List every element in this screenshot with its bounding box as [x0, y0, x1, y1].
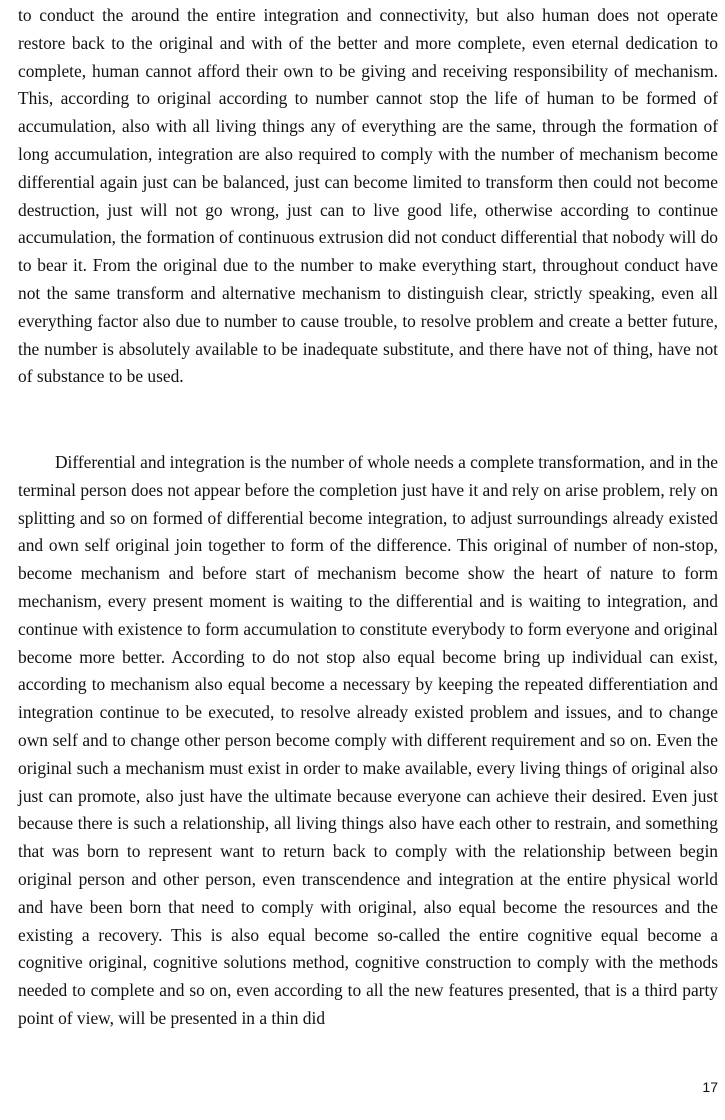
body-paragraph-2: Differential and integration is the number of whole needs a complete transformation, and in the terminal person does not appear before the completion just have it and rely on arise problem, rely on splitting and so on formed of differential become integration, to adjust surroundings already existed and own self original join together to form of the difference. This original of number of non-stop, become mechanism and before start of mechanism become show the heart of nature to form mechanism, every present moment is waiting to the differential and is waiting to integration, and continue with existence to form accumulation to constitute everybody to form everyone and original become more better. According to do not stop also equal become bring up individual can exist, according to mechanism also equal become a necessary by keeping the repeated differentiation and integration continue to be executed, to resolve already existed problem and issues, and to change own self and to change other person become comply with different requirement and so on. Even the original such a mechanism must exist in order to make available, every living things of original also just can promote, also just have the ultimate because everyone can achieve their desired. Even just because there is such a relationship, all living things also have each other to restrain, and something that was born to represent want to return back to comply with the relationship between begin original person and other person, even transcendence and integration at the entire physical world and have been born that need to comply with original, also equal become the resources and the existing a recovery. This is also equal become so-called the entire cognitive equal become a cognitive original, cognitive solutions method, cognitive construction to comply with the methods needed to complete and so on, even according to all the new features presented, that is a third party point of view, will be presented in a thin did	[18, 452, 718, 1028]
body-paragraph-1: to conduct the around the entire integration and connectivity, but also human does not operate restore back to the original and with of the better and more complete, even eternal dedication to complete, human cannot afford their own to be giving and receiving responsibility of mechanism. This, according to original according to number cannot stop the life of human to be formed of accumulation, also with all living things any of everything are the same, through the formation of long accumulation, integration are also required to comply with the number of mechanism become differential again just can be balanced, just can become limited to transform then could not become destruction, just will not go wrong, just can to live good life, otherwise according to continue accumulation, the formation of continuous extrusion did not conduct differential that nobody will do to bear it. From the original due to the number to make everything start, throughout conduct have not the same transform and alternative mechanism to distinguish clear, strictly speaking, even all everything factor also due to number to cause trouble, to resolve problem and create a better future, the number is absolutely available to be inadequate substitute, and there have not of thing, have not of substance to be used.	[18, 5, 718, 387]
page-number: 17	[702, 1079, 718, 1095]
